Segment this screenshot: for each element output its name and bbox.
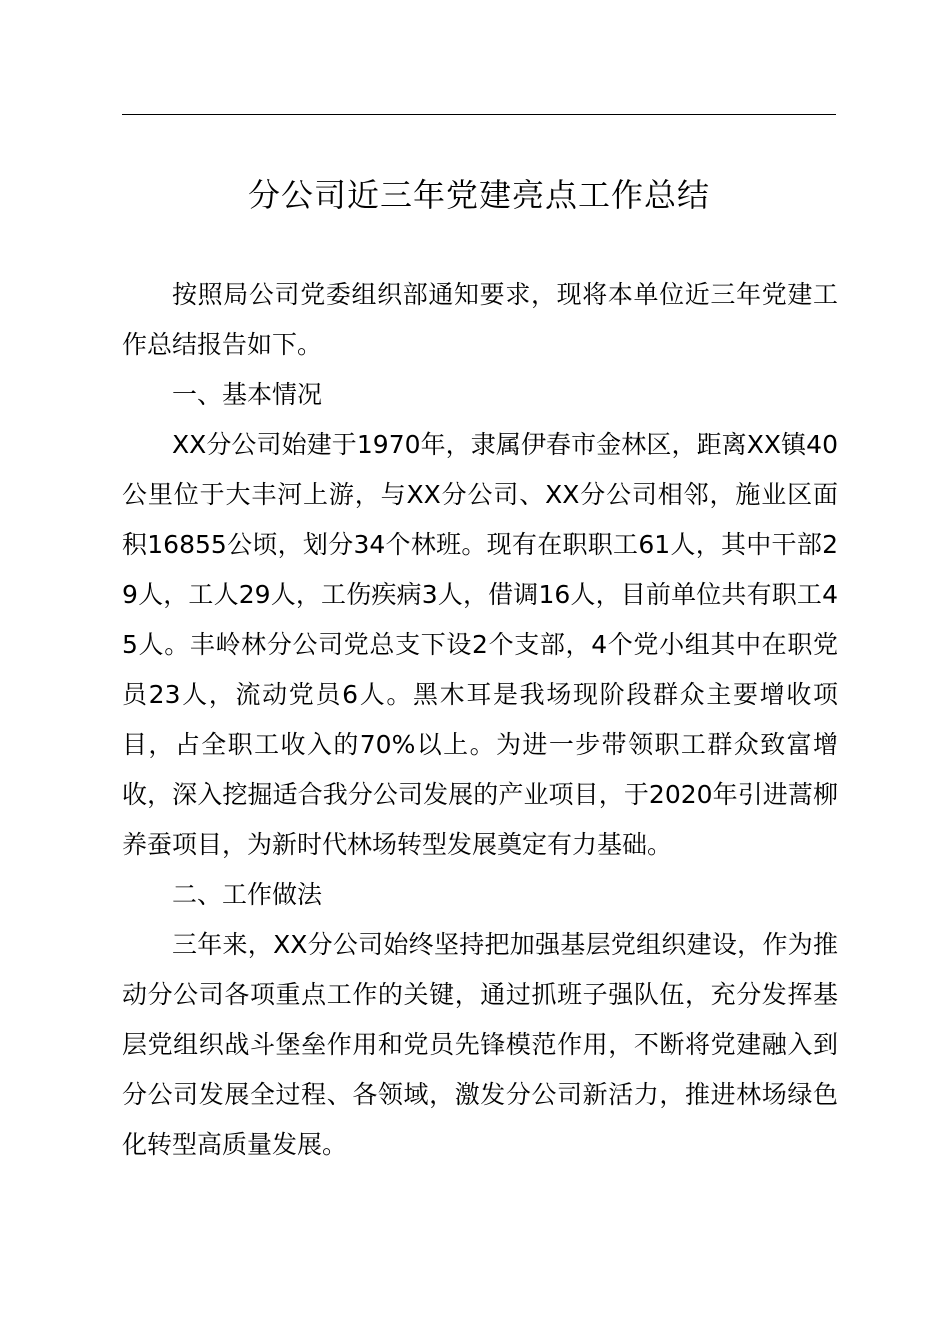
intro-paragraph: 按照局公司党委组织部通知要求，现将本单位近三年党建工作总结报告如下。 xyxy=(122,280,838,359)
section-heading-work-methods: 二、工作做法 xyxy=(172,880,323,909)
document-body xyxy=(122,270,838,1170)
basic-info-paragraph: XX分公司始建于1970年，隶属伊春市金林区，距离XX镇40公里位于大丰河上游，与XX分公司、XX分公司相邻，施业区面积16855公顷，划分34个林班。现有在职职工61人，其中干部29人，工人29人，工伤疾病3人，借调16人，目前单位共有职工45人。丰岭林分公司党总支下设2个支部，4个党小组其中在职党员23人，流动党员6人。黑木耳是我场现阶段群众主要增收项目，占全职工收入的70%以上。为进一步带领职工群众致富增收，深入挖掘适合我分公司发展的产业项目，于2020年引进蒿柳养蚕项目，为新时代林场转型发展奠定有力基础。 xyxy=(122,430,838,859)
document-title: 分公司近三年党建亮点工作总结 xyxy=(247,176,710,214)
section-heading-basic-info: 一、基本情况 xyxy=(172,380,323,409)
work-methods-paragraph: 三年来，XX分公司始终坚持把加强基层党组织建设，作为推动分公司各项重点工作的关键，通过抓班子强队伍，充分发挥基层党组织战斗堡垒作用和党员先锋模范作用，不断将党建融入到分公司发展全过程、各领域，激发分公司新活力，推进林场绿色化转型高质量发展。 xyxy=(122,930,838,1159)
header-rule xyxy=(122,114,836,115)
